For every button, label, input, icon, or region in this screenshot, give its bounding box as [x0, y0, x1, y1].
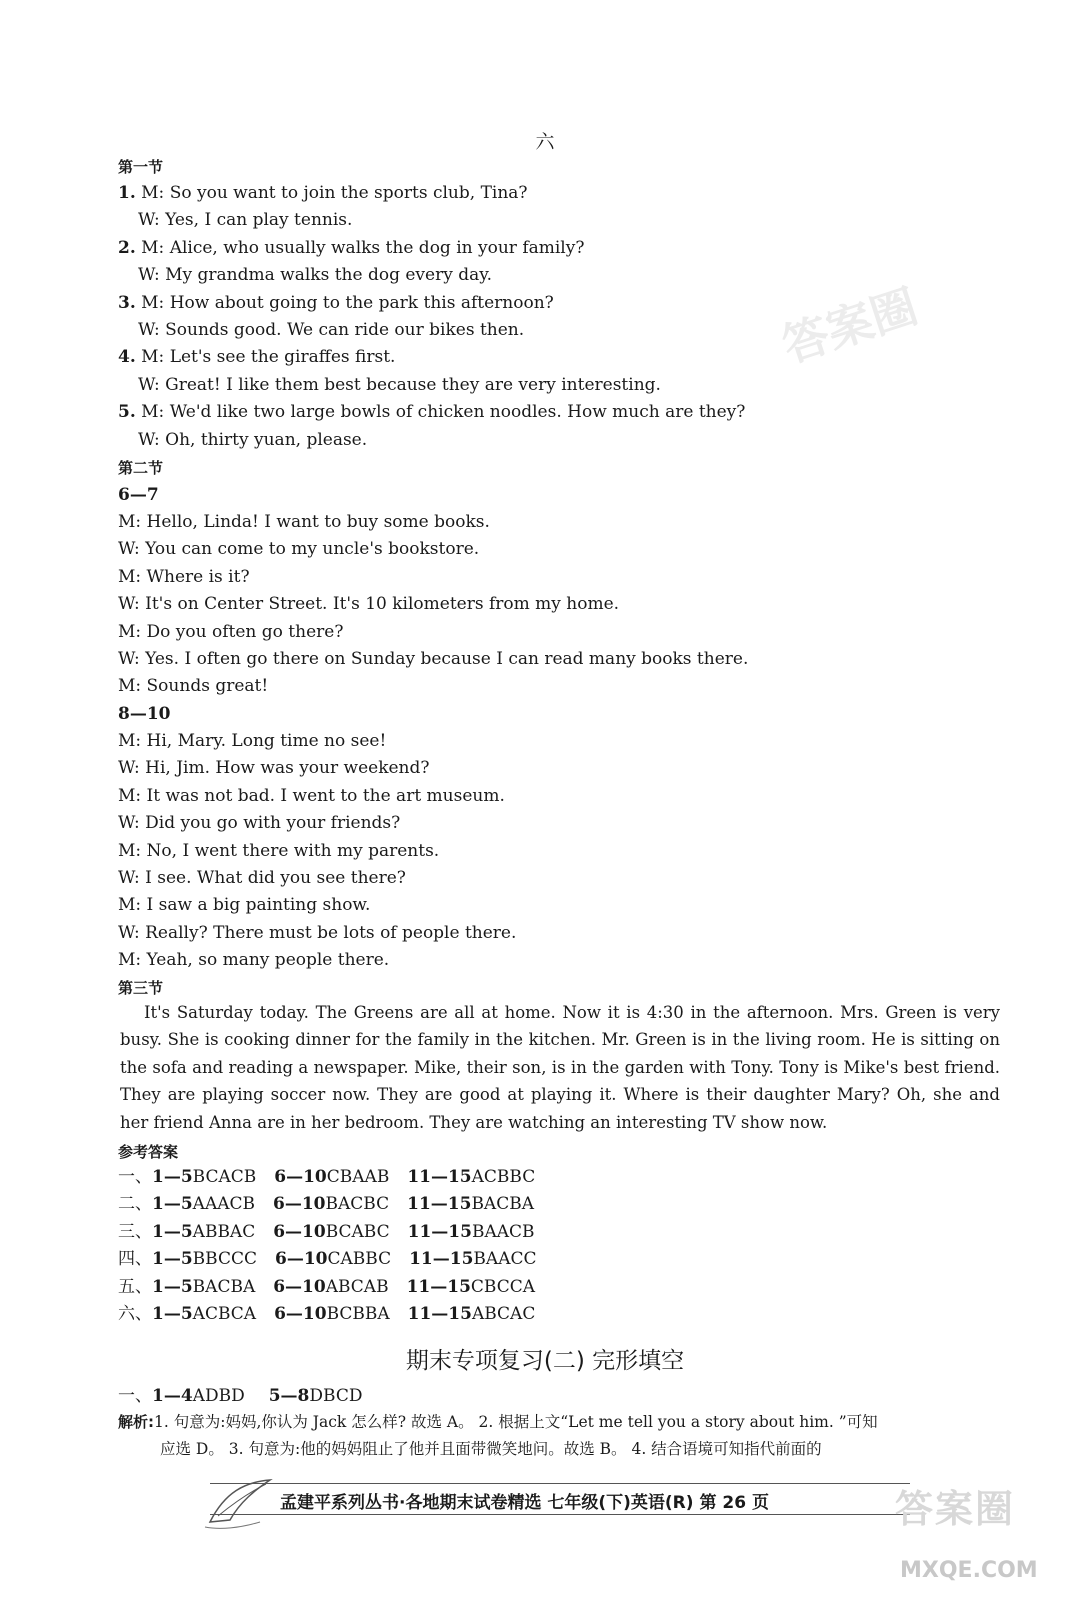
range-2: 6—10 — [273, 1221, 326, 1242]
group1-line: M: Do you often go there? — [118, 621, 344, 642]
answers-1: ACBCA — [192, 1304, 257, 1324]
part1-line — [118, 346, 395, 368]
range-1: 1—5 — [152, 1304, 193, 1324]
group1-line: M: Where is it? — [118, 566, 250, 587]
part1-line — [138, 429, 367, 451]
review-answer-row — [118, 1385, 362, 1407]
part1-line — [118, 237, 584, 259]
range-3: 11—15 — [409, 1249, 474, 1270]
range-2: 6—10 — [274, 1304, 327, 1324]
answers-heading: 参考答案 — [118, 1143, 179, 1161]
range-2: 6—10 — [275, 1249, 328, 1270]
answers-3: ABCAC — [471, 1304, 536, 1324]
answers-1: BCACB — [192, 1167, 257, 1187]
range-3: 11—15 — [407, 1221, 472, 1242]
part1-line — [138, 319, 524, 341]
analysis-line-2: 应选 D。 3. 句意为:他的妈妈阻止了他并且面带微笑地问。故选 B。 4. 结合语境可知指代前面的 — [160, 1440, 822, 1458]
answer-section: 四、 — [118, 1249, 152, 1270]
answers-3: CBCCA — [470, 1276, 536, 1297]
dialogue-text: M: Let's see the giraffes first. — [135, 347, 396, 368]
dialogue-text: M: How about going to the park this afternoon? — [135, 292, 554, 313]
answer-row — [118, 1221, 535, 1243]
group1-line: M: Sounds great! — [118, 676, 269, 697]
answer-section: 一、 — [118, 1167, 152, 1187]
answers-1: BBCCC — [192, 1249, 257, 1270]
answer-section: 二、 — [118, 1194, 152, 1215]
question-number: 4. — [118, 347, 136, 368]
passage-paragraph: It's Saturday today. The Greens are all at home. Now it is 4:30 in the afternoon. Mrs. Green is very busy. She is cooking dinner for the family in the kitchen. Mr. Green is in the living room. He is sitting on the sofa and reading a newspaper. Mike, their son, is in the garden with Tony. Tony is Mike's best friend. They are playing soccer now. They are good at playing it. Where is their daughter Mary? Oh, she and her friend Anna are in her bedroom. They are watching an interesting TV show now. — [120, 1003, 1000, 1132]
question-number: 2. — [118, 237, 136, 258]
section-number: 六 — [535, 131, 555, 153]
group1-line: W: Yes. I often go there on Sunday because I can read many books there. — [118, 649, 749, 669]
analysis-text-1: 1. 句意为:妈妈,你认为 Jack 怎么样? 故选 A。 2. 根据上文“Let me tell you a story about him. ”可知 — [154, 1413, 878, 1431]
dialogue-text: W: Great! I like them best because they are very interesting. — [138, 374, 661, 395]
answers-3: BAACB — [471, 1221, 535, 1242]
answer-row — [118, 1303, 535, 1325]
range-3: 11—15 — [407, 1167, 472, 1187]
watermark-url: MXQE.COM — [900, 1558, 1038, 1583]
review-title: 期末专项复习(二) 完形填空 — [405, 1348, 685, 1374]
group2-line: W: Did you go with your friends? — [118, 813, 401, 834]
dialogue-text: W: Oh, thirty yuan, please. — [138, 429, 368, 450]
review-answers-1: ADBD — [192, 1386, 245, 1406]
question-number: 3. — [118, 292, 136, 313]
range-2: 6—10 — [274, 1167, 327, 1187]
group2-line: W: Really? There must be lots of people there. — [118, 922, 517, 943]
answers-2: ABCAB — [325, 1276, 389, 1297]
group1-line: W: It's on Center Street. It's 10 kilometers from my home. — [118, 594, 620, 615]
footer-text: 孟建平系列丛书·各地期末试卷精选 七年级(下)英语(R) 第 26 页 — [280, 1493, 769, 1513]
group2-line: M: It was not bad. I went to the art museum. — [118, 785, 505, 806]
range-3: 11—15 — [407, 1194, 472, 1215]
range-3: 11—15 — [407, 1304, 472, 1324]
answers-3: BAACC — [473, 1249, 537, 1270]
part1-line — [118, 182, 528, 204]
group2-line: W: I see. What did you see there? — [118, 868, 406, 888]
review-range-1: 1—4 — [152, 1386, 193, 1406]
answers-2: CABBC — [327, 1249, 392, 1270]
answers-1: BACBA — [192, 1276, 256, 1297]
range-1: 1—5 — [152, 1221, 193, 1242]
range-2: 6—10 — [273, 1194, 326, 1215]
watermark-corner: 答案圈 — [895, 1487, 1016, 1531]
range-1: 1—5 — [152, 1249, 193, 1270]
dialogue-text: W: Yes, I can play tennis. — [138, 210, 353, 231]
group2-line: M: Hi, Mary. Long time no see! — [118, 731, 387, 751]
answers-2: BCBBA — [326, 1304, 390, 1324]
range-3: 11—15 — [406, 1276, 471, 1297]
group2-line: M: No, I went there with my parents. — [118, 840, 440, 861]
answers-1: ABBAC — [192, 1221, 256, 1242]
watermark-mid: 答案圈 — [775, 278, 924, 373]
answers-1: AAACB — [192, 1194, 256, 1215]
answers-2: BACBC — [325, 1194, 390, 1215]
answer-row — [118, 1248, 536, 1270]
review-answers-2: DBCD — [309, 1386, 363, 1406]
part3-heading: 第三节 — [118, 979, 164, 997]
range-2: 6—10 — [273, 1276, 326, 1297]
question-number: 5. — [118, 402, 136, 423]
answer-section: 三、 — [118, 1221, 152, 1242]
group1-line: W: You can come to my uncle's bookstore. — [118, 539, 480, 560]
range-1: 1—5 — [152, 1276, 193, 1297]
dialogue-text: M: Alice, who usually walks the dog in your family? — [135, 237, 585, 258]
dialogue-text: W: Sounds good. We can ride our bikes then. — [138, 320, 525, 340]
dialogue-text: M: We'd like two large bowls of chicken noodles. How much are they? — [135, 402, 746, 423]
part1-line — [138, 374, 661, 396]
answers-3: BACBA — [471, 1194, 534, 1215]
question-number: 1. — [118, 183, 136, 203]
part1-line — [138, 264, 492, 286]
answer-row — [118, 1193, 534, 1215]
dialogue-text: M: So you want to join the sports club, Tina? — [135, 183, 528, 203]
part1-line — [138, 209, 352, 231]
analysis-line-1 — [118, 1409, 1003, 1435]
answer-row — [118, 1166, 535, 1188]
group2-label: 8—10 — [118, 704, 171, 724]
group1-line: M: Hello, Linda! I want to buy some books. — [118, 512, 490, 532]
part1-line — [118, 401, 745, 423]
part2-heading: 第二节 — [118, 459, 164, 477]
answers-2: BCABC — [325, 1221, 390, 1242]
range-1: 1—5 — [152, 1167, 193, 1187]
group1-label: 6—7 — [118, 485, 159, 505]
group2-line: W: Hi, Jim. How was your weekend? — [118, 758, 430, 779]
dialogue-text: W: My grandma walks the dog every day. — [138, 265, 493, 286]
part1-line — [118, 292, 554, 314]
review-range-2: 5—8 — [268, 1386, 310, 1406]
answers-3: ACBBC — [471, 1167, 536, 1187]
analysis-label: 解析: — [118, 1413, 154, 1431]
group2-line: M: Yeah, so many people there. — [118, 950, 390, 971]
answer-section: 六、 — [118, 1304, 152, 1324]
answer-section: 五、 — [118, 1276, 152, 1297]
range-1: 1—5 — [152, 1194, 193, 1215]
part1-heading: 第一节 — [118, 158, 164, 176]
review-answer-sec: 一、 — [118, 1386, 152, 1406]
answers-2: CBAAB — [326, 1167, 390, 1187]
group2-line: M: I saw a big painting show. — [118, 895, 371, 916]
answer-row — [118, 1276, 535, 1298]
